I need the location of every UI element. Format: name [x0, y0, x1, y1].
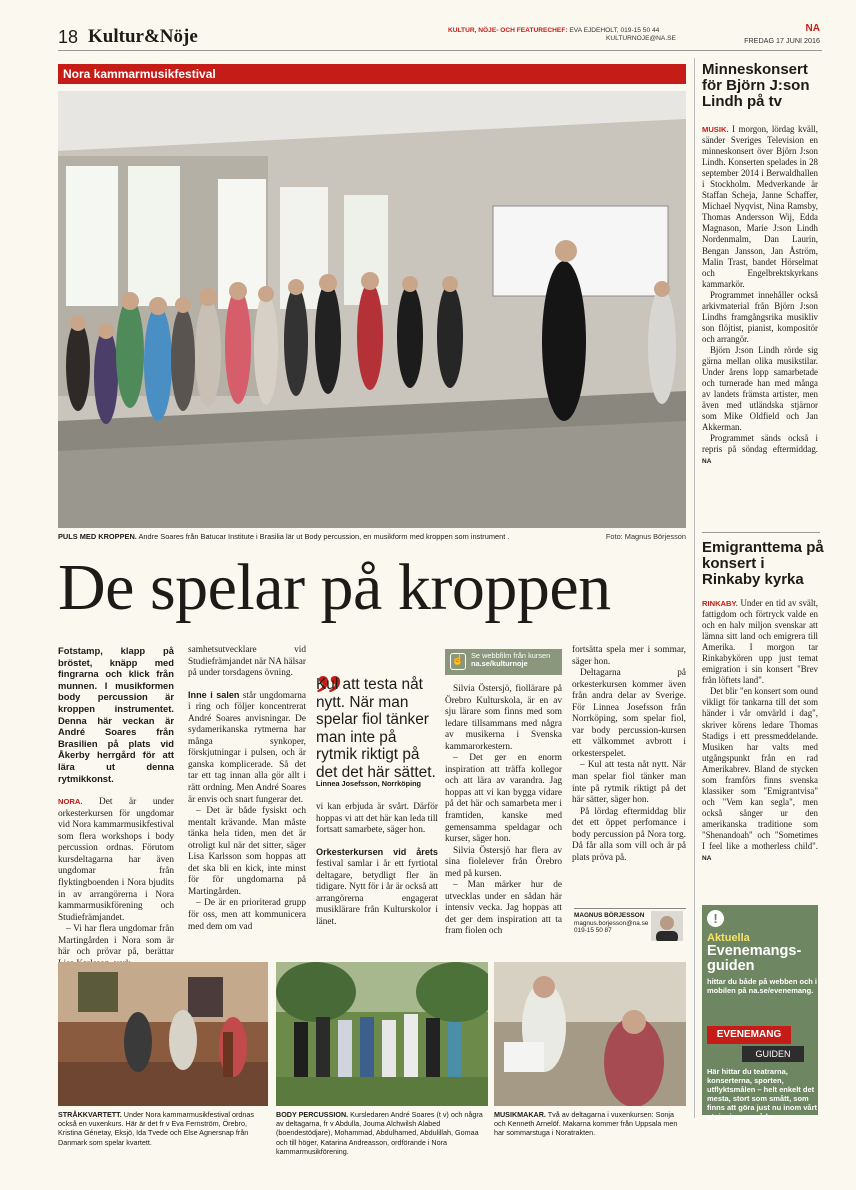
caption-quartet-title: STRÅKKVARTETT.: [58, 1110, 122, 1119]
web-film-url[interactable]: na.se/kulturnoje: [471, 659, 528, 669]
editor-info: [448, 27, 686, 43]
main-photo-caption: [58, 532, 578, 541]
photo-string-quartet: [58, 962, 268, 1106]
column-divider: [694, 58, 695, 1118]
sidebar-2-body: [702, 598, 818, 864]
col5-paragraph-2: Deltagarna på orkesterkursen kommer även från andra delar av Sverige. För Linnea Josefsson från Norrköping, som spelar fiol, var body percussion-kursen ett välkommet avbrott i orkesterspelet.: [572, 668, 686, 759]
sidebar-1-text-4: Programmet sänds också i repris på söndag eftermiddag.: [702, 433, 818, 455]
events-kicker: Aktuella: [707, 932, 750, 944]
col2-text-2: står ungdomarna i ring och följer koncentrerat André Soares anvisningar. De sydamerikanska rytmerna har många synkoper, förskjutningar i pulsen, och är ganska komplicerade. Så det tar ett tag innan alla gör allt i rätt ordning. Men André Soares är envis och snart fungerar det.: [188, 690, 307, 805]
events-tag: EVENEMANG: [707, 1026, 791, 1044]
events-description-2: Här hittar du teatrarna, konserterna, sporten, utflyktsmålen – helt enkelt det mesta, stort som smått, som finns att göra just nu inom vårt utgivningsområde.: [707, 1067, 818, 1121]
guide-tag: GUIDEN: [742, 1046, 804, 1062]
caption-makers-text: Två av deltagarna i vuxenkursen: Sonja och Kenneth Arnelöf. Makarna kommer från Uppsala men har sommarstuga i Noratrakten.: [494, 1110, 678, 1138]
byline-email: magnus.borjesson@na.se: [574, 919, 649, 927]
byline: [574, 908, 686, 942]
header-rule: [58, 50, 822, 51]
sidebar-1-text-1: I morgon, lördag kväll, sänder Sveriges Television en minneskonsert över Björn J:son Lindh. Konserten spelades in 28 september 2014 i Berwaldhallen i Stockholm. Medverkande är Staffan Scheja, Janne Schaffer, Michael Nyqvist, Nina Ramsby, Thomas Andersson Wij, Edda Magnason, Marie J:son Lindh Nordenmalm, Dan Laurin, Bengan Jansson, Jan Åström, Malin Trast, bandet Hörselmat och Engelbrektskyrkans kammarkör.: [702, 124, 818, 289]
dateline: NORA.: [58, 797, 83, 807]
photo-music-makers: [494, 962, 686, 1106]
sidebar-2-paragraph-1: [702, 598, 818, 686]
editor-contact: EVA EJDEHOLT, 019-15 50 44: [569, 27, 660, 34]
col4-paragraph-1: Silvia Östersjö, fiollärare på Örebro Kulturskola, är en av sju lärare som finns med som ledare tillsammans med några av musikerna i Svenska kammarorkestern.: [445, 684, 562, 752]
exclamation-icon: !: [707, 910, 724, 927]
editor-label: KULTUR, NÖJE- OCH FEATURECHEF:: [448, 27, 568, 34]
article-column-5: [572, 645, 686, 864]
sidebar-1-body: [702, 124, 818, 467]
caption-music-makers: [494, 1110, 684, 1138]
col4-paragraph-2: – Det ger en enorm inspiration att träffa kollegor och att lära av varandra. Jag hoppas att vi kan bygga vidare på det här och samarbeta mer i framtiden, kanske med gemensamma speldagar och kurser, säger hon.: [445, 753, 562, 845]
byline-name: MAGNUS BÖRJESSON: [574, 912, 645, 919]
ingress: Fotstamp, klapp på bröstet, knäpp med fingrarna och klick från munnen. I musikformen body percussion är kroppen instrumentet. Denna här veckan är André Soares från Brasilien på plats vid Åkerby herrgård för att lära ut denna rytmikkonst.: [58, 645, 174, 784]
headline: De spelar på kroppen: [58, 551, 611, 624]
col3-paragraph-1: vi kan erbjuda är svårt. Därför hoppas vi att det här kan leda till fortsatt samarbete, säger hon.: [316, 802, 438, 836]
events-guide-box[interactable]: [702, 905, 818, 1121]
sidebar-divider: [702, 532, 820, 533]
col3-text-2: festival samlar i år ett fyrtiotal deltagare, betydligt fler än tidigare. Nytt för i år är också att arrangörerna engagerat musiklärare från Kulturskolor i länet.: [316, 859, 438, 927]
sidebar-2-text-2: Det blir "en konsert som ound vikligt för tankarna till det som händer i vår omvärld i dag", skriver körens ledare Thomas Stadigs i ett pressmeddelande. Musiken har valts med utgångspunkt från en rad Amerikabrev. Bland de stycken som framförs finns svenska klassiker som "Emigrantvisa" och "Vem kan segla", men också sånger ur den amerikanska traditione som "Shenandoah" och "Sometimes I feel like a motherless child".: [702, 686, 818, 852]
caption-body-percussion: [276, 1110, 488, 1156]
caption-makers-title: MUSIKMAKAR.: [494, 1110, 546, 1119]
byline-phone: 019-15 50 87: [574, 927, 612, 934]
col5-paragraph-1: fortsätta spela mer i sommar, säger hon.: [572, 645, 686, 667]
col1-text-1: Det är under orkesterkursen för ungdomar vid Nora kammarmusikfestival som flera workshops i body percussion ordnas. Förutom kursdeltagarna har även ungdomar från flyktingboenden i Nora bjudits in av arrangörerna i Nora kammarmusikförening och Studiefrämjandet.: [58, 797, 174, 923]
subhead-orkester: Orkesterkursen vid årets: [316, 846, 438, 857]
events-description: hittar du både på webben och i mobilen på na.se/evenemang.: [707, 977, 818, 995]
quote-mark: „: [316, 636, 343, 696]
web-film-link[interactable]: [445, 649, 562, 675]
col4-paragraph-3: Silvia Östersjö har flera av sina fiolelever från Örebro med på kursen.: [445, 845, 562, 879]
sidebar-2-text-1: Under en tid av svält, fattigdom och förtryck valde en och en halv miljon svenskar att lämna sitt land och emigrera till Amerika. I morgon tar Rinkabykören upp just temat emigration i sin konsert "Brev från löftets land".: [702, 598, 818, 686]
issue-date: FREDAG 17 JUNI 2016: [744, 36, 820, 45]
sidebar-1-paragraph-3: Björn J:son Lindh rörde sig gärna mellan olika musikstilar. Under årens lopp samarbetade och turnerade han med många av landets främsta artister, men även med utländska stjärnor som Mike Oldfield och Jan Akkerman.: [702, 344, 818, 433]
sidebar-2-paragraph-2: [702, 686, 818, 864]
caption-body-text: Kursledaren André Soares (t v) och några av deltagarna, fr v Abdulla, Jouma Alchwilsh Alabed (boendestödjare), Mohammad, Abdulhamed, Abdulillah, Gomaa och till höger, Katarina Andreasson, ordförande i Nora kammarmusikförening.: [276, 1110, 483, 1156]
article-column-3: [316, 802, 438, 928]
main-photo: [58, 91, 686, 528]
caption-string-quartet: [58, 1110, 264, 1147]
sidebar-1-paragraph-1: [702, 124, 818, 290]
section-title: Kultur&Nöje: [88, 26, 198, 47]
article-banner: Nora kammarmusikfestival: [58, 64, 686, 84]
col2-paragraph-1: samhetsutvecklare vid Studiefrämjandet när NA hälsar på under torsdagens övning.: [188, 645, 306, 679]
photo-credit: Foto: Magnus Börjesson: [605, 532, 686, 541]
quote-attribution: Linnea Josefsson, Norrköping: [316, 779, 422, 788]
touch-icon: ☝: [450, 653, 466, 670]
sidebar-1-dateline: MUSIK.: [702, 125, 729, 134]
sidebar-2-dateline: RINKABY.: [702, 599, 738, 608]
page-number: 18: [58, 27, 79, 47]
photo-body-percussion-group: [276, 962, 488, 1106]
col1-paragraph-1: [58, 796, 174, 924]
col2-paragraph-3: – Det är både fysiskt och mentalt krävande. Man måste tänka hela tiden, men det är otroligt kul när det sitter, säger Lisa Karlsson som hoppas att det ska bli en kick, inte minst för för ungdomarna på Martingården.: [188, 806, 306, 897]
sidebar-1-paragraph-4: [702, 433, 818, 467]
article-column-4: [445, 684, 562, 938]
editor-email: KULTURNOJE@NA.SE: [606, 35, 676, 42]
sidebar-2-title: Emigranttema på konsert i Rinkaby kyrka: [702, 539, 824, 588]
byline-photo: [651, 911, 683, 941]
article-column-1: [58, 645, 174, 970]
web-film-label: Se webbfilm från kursen: [471, 651, 551, 660]
article-column-2: [188, 645, 306, 933]
pull-quote: Kul att testa nåt nytt. När man spelar fiol tänker man inte på rytmik riktigt på det det här sättet.: [316, 676, 436, 781]
sidebar-2-signature: NA: [702, 855, 712, 863]
col2-paragraph-4: – De är en prioriterad grupp för oss, men att kommunicera med dem om vad: [188, 898, 306, 932]
caption-title: PULS MED KROPPEN.: [58, 532, 137, 541]
sidebar-1-signature: NA: [702, 458, 712, 466]
sidebar-1-title: Minneskonsert för Björn J:son Lindh på tv: [702, 61, 810, 110]
newspaper-logo: NA: [805, 23, 820, 34]
sidebar-1-paragraph-2: Programmet innehåller också arkivmaterial från Björn J:son Lindhs framgångsrika musikliv son flöjtist, pianist, kompositör och arrangör.: [702, 289, 818, 344]
caption-body-title: BODY PERCUSSION.: [276, 1110, 349, 1119]
subhead-inne: Inne i salen: [188, 689, 240, 700]
caption-quartet-text: Under Nora kammarmusikfestival ordnas också en vuxenkurs. Här är det fr v Eva Fernström, Örebro, Kristina Génetay, Eksjö, Ida Tvede och Else Agnersnap från Danmark som spelar kvartett.: [58, 1110, 254, 1147]
col4-paragraph-4: – Man märker hur de utvecklas under en sådan här intensiv vecka. Jag hoppas att det ger dem inspiration att ta fram fiolen och: [445, 880, 562, 937]
caption-text: Andre Soares från Batucar Institute i Brasilia lär ut Body percussion, en musikform med kroppen som instrument .: [136, 532, 510, 541]
events-title: Evenemangs-guiden: [707, 943, 802, 974]
col3-paragraph-2: [316, 847, 438, 929]
col1-paragraph-2: – Vi har flera ungdomar från Martingården i Nora som är här och prövar på, berättar: [58, 924, 174, 958]
col5-paragraph-3: – Kul att testa nåt nytt. När man spelar fiol tänker man inte på rytmik riktigt på det här sätter, säger hon.: [572, 760, 686, 806]
col2-paragraph-2: [188, 690, 306, 806]
col5-paragraph-4: På lördag eftermiddag blir det ett öppet perfomance i body percussion på Nora torg. Då får alla som vill och är på plats pröva på.: [572, 806, 686, 863]
